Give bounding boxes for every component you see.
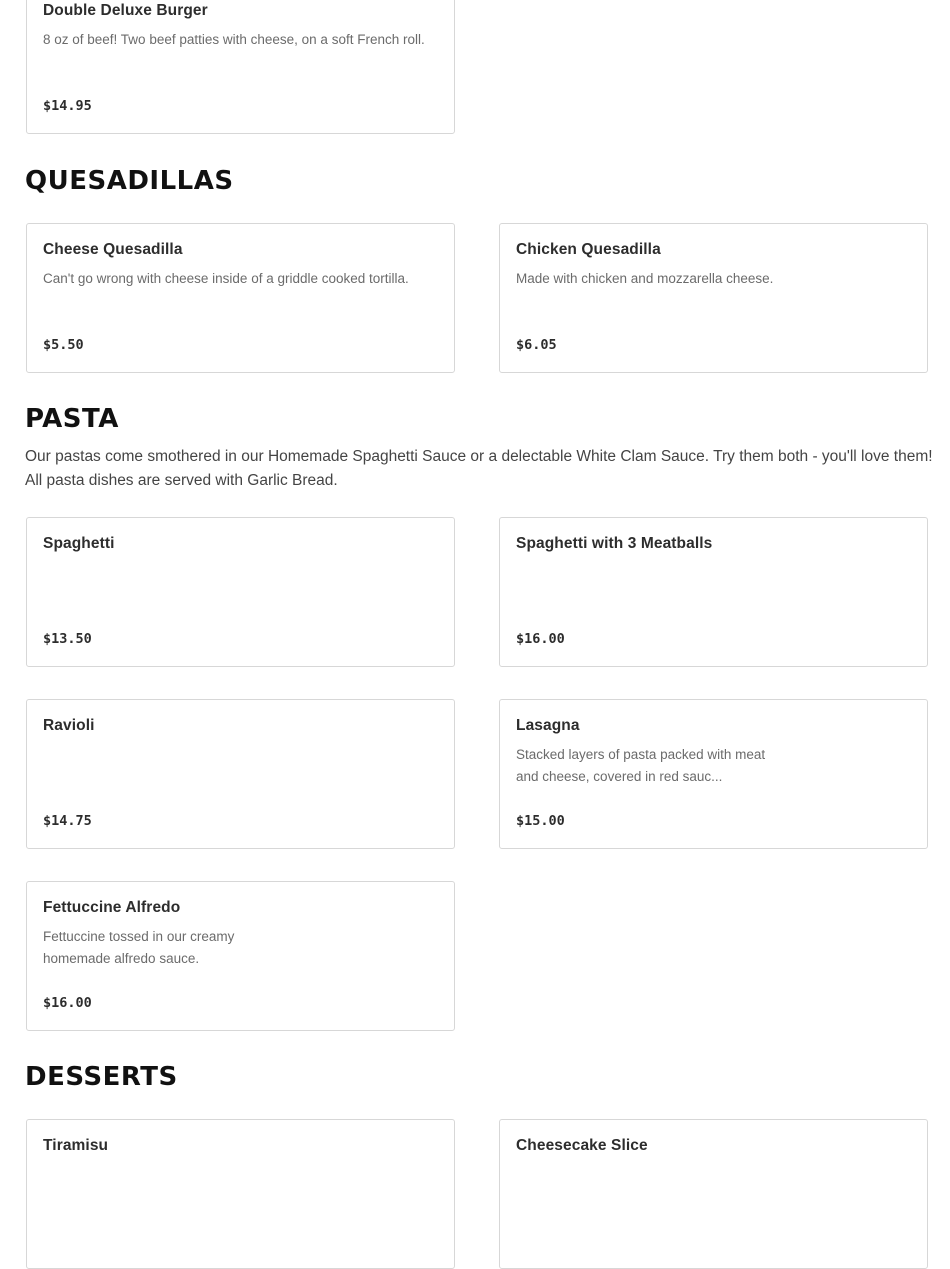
item-price: $6.05 bbox=[516, 337, 557, 353]
item-price: $15.00 bbox=[516, 813, 565, 829]
section-title-pasta: PASTA bbox=[25, 404, 119, 434]
item-description: Stacked layers of pasta packed with meat and cheese, covered in red sauc... bbox=[516, 747, 766, 784]
section-title-desserts: DESSERTS bbox=[25, 1062, 178, 1092]
item-description: Made with chicken and mozzarella cheese. bbox=[516, 271, 774, 286]
item-name: Spaghetti bbox=[43, 535, 115, 552]
item-name: Chicken Quesadilla bbox=[516, 241, 661, 258]
item-name: Fettuccine Alfredo bbox=[43, 899, 181, 916]
item-name: Tiramisu bbox=[43, 1137, 109, 1154]
item-price: $5.50 bbox=[43, 337, 84, 353]
item-name: Ravioli bbox=[43, 717, 95, 734]
section-description-pasta: Our pastas come smothered in our Homemade Spaghetti Sauce or a delectable White Clam Sauce. Try them both - you'll love them! All pasta dishes are served with Garlic Bread. bbox=[25, 448, 933, 489]
item-name: Lasagna bbox=[516, 717, 580, 734]
menu-item-card[interactable] bbox=[499, 699, 928, 849]
menu-item-card[interactable] bbox=[499, 1119, 928, 1269]
item-description: 8 oz of beef! Two beef patties with cheese, on a soft French roll. bbox=[43, 32, 425, 47]
menu-item-card[interactable] bbox=[499, 517, 928, 667]
item-description: Can't go wrong with cheese inside of a griddle cooked tortilla. bbox=[43, 271, 409, 286]
item-price: $13.50 bbox=[43, 631, 92, 647]
menu-item-card[interactable] bbox=[26, 223, 455, 373]
menu-item-card[interactable] bbox=[26, 881, 455, 1031]
item-name: Cheese Quesadilla bbox=[43, 241, 183, 258]
item-name: Spaghetti with 3 Meatballs bbox=[516, 535, 713, 552]
menu-item-card[interactable] bbox=[26, 0, 455, 134]
menu-item-card[interactable] bbox=[26, 517, 455, 667]
item-name: Cheesecake Slice bbox=[516, 1137, 648, 1154]
item-price: $16.00 bbox=[516, 631, 565, 647]
item-name: Double Deluxe Burger bbox=[43, 2, 208, 19]
menu-item-card[interactable] bbox=[26, 1119, 455, 1269]
item-price: $16.00 bbox=[43, 995, 92, 1011]
item-price: $14.95 bbox=[43, 98, 92, 114]
menu-item-card[interactable] bbox=[499, 223, 928, 373]
item-description: Fettuccine tossed in our creamy homemade alfredo sauce. bbox=[43, 929, 235, 966]
menu-item-card[interactable] bbox=[26, 699, 455, 849]
section-title-quesadillas: QUESADILLAS bbox=[25, 166, 234, 196]
item-price: $14.75 bbox=[43, 813, 92, 829]
